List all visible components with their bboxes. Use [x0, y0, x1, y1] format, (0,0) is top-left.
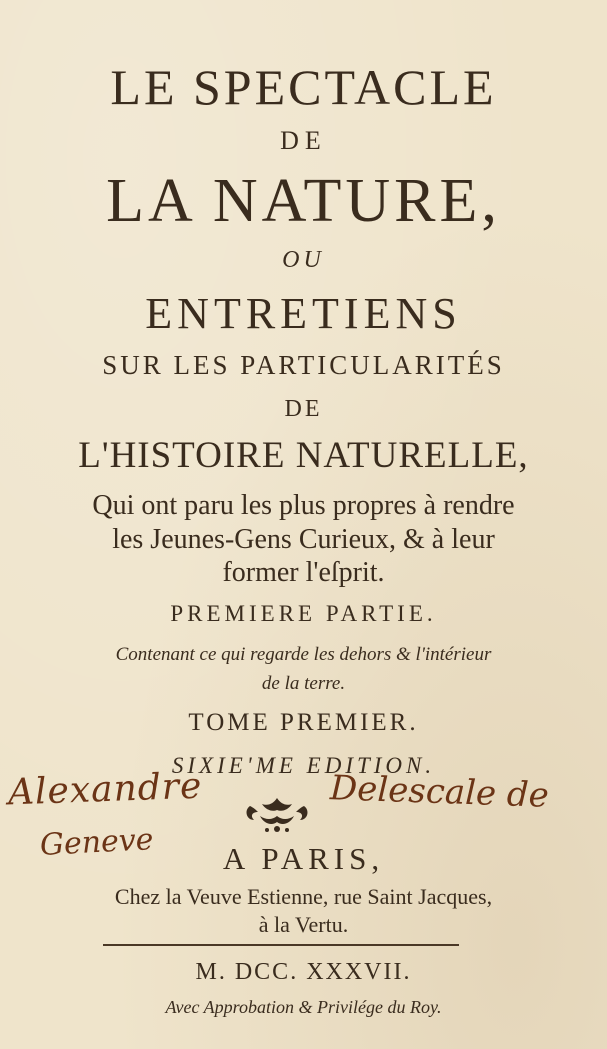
date-line: M. DCC. XXXVII.: [195, 959, 412, 985]
horizontal-rule: [103, 944, 459, 946]
edition-heading: SIXIE'ME EDITION.: [171, 753, 436, 778]
subtitle-line-2: SUR LES PARTICULARITÉS: [102, 350, 505, 380]
part-heading: PREMIERE PARTIE.: [170, 601, 437, 626]
contents-note-line-1: Contenant ce qui regarde les dehors & l'intérieur: [115, 644, 492, 665]
fleuron-ornament: [240, 792, 314, 836]
publisher-line-1: Chez la Veuve Estienne, rue Saint Jacques,: [114, 884, 493, 909]
contents-note-line-2: de la terre.: [261, 673, 346, 694]
description-line-2: les Jeunes-Gens Curieux, & à leur: [112, 524, 495, 555]
place-heading: A PARIS,: [222, 841, 385, 876]
title-line-3: LA NATURE,: [106, 167, 501, 235]
handwritten-signature-part-2: Delescale de: [329, 768, 550, 816]
subtitle-line-4: L'HISTOIRE NATURELLE,: [78, 435, 529, 476]
handwritten-signature-part-3: Geneve: [39, 822, 155, 863]
description-line-3: former l'eſprit.: [222, 557, 385, 588]
volume-heading: TOME PREMIER.: [188, 709, 419, 736]
subtitle-line-3: DE: [284, 396, 323, 422]
description-line-1: Qui ont paru les plus propres à rendre: [92, 490, 515, 521]
title-line-2: DE: [280, 126, 327, 155]
title-line-1: LE SPECTACLE: [110, 59, 497, 115]
title-line-4: OU: [282, 247, 325, 273]
handwritten-signature-part-1: Alexandre: [7, 765, 203, 814]
publisher-line-2: à la Vertu.: [258, 912, 349, 937]
subtitle-line-1: ENTRETIENS: [145, 289, 462, 338]
privilege-line: Avec Approbation & Privilége du Roy.: [165, 997, 442, 1017]
